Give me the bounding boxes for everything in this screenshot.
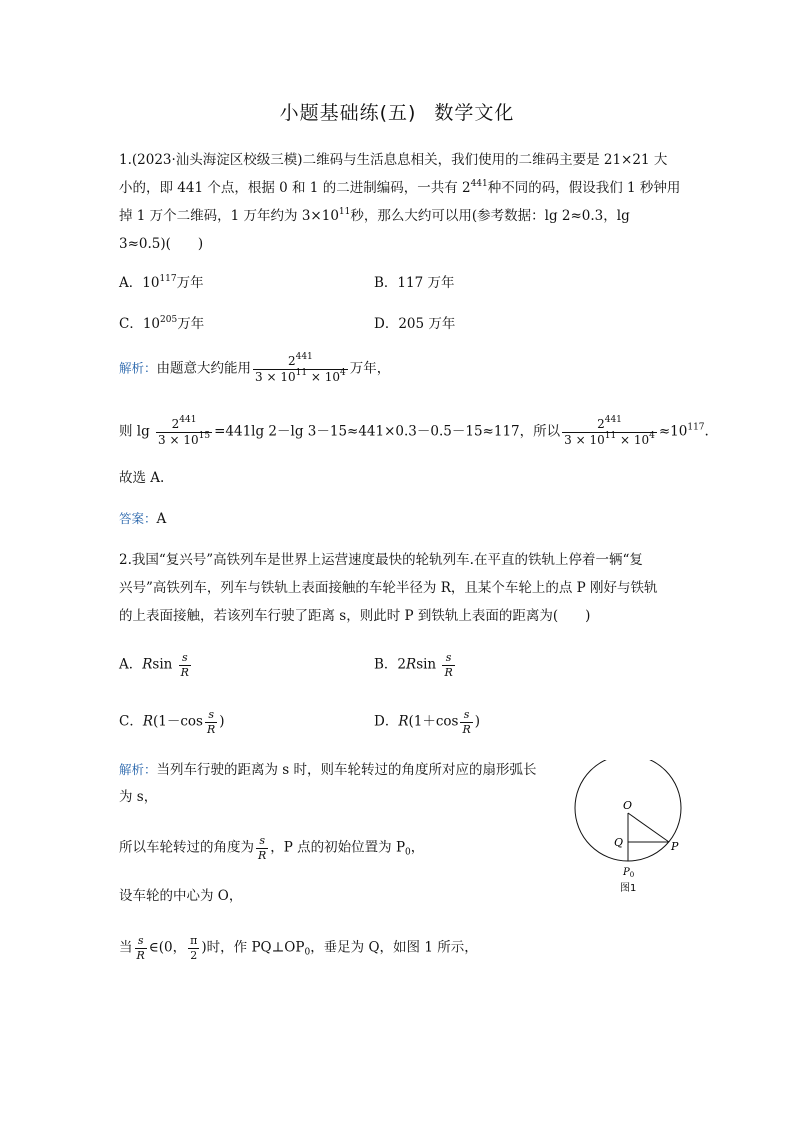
label-q: Q xyxy=(614,836,624,849)
label-p: P xyxy=(671,840,679,853)
q1-line1: 1.(2023·汕头海淀区校级三模)二维码与生活息息相关，我们使用的二维码主要是 21×21 大 xyxy=(119,152,668,168)
q2-solution-line1: 解析：当列车行驶的距离为 s 时，则车轮转过的角度所对应的扇形弧长 xyxy=(119,762,537,778)
solution-label: 解析： xyxy=(119,360,157,376)
q1-solution-line1: 解析：由题意大约能用 $\frac{2^{441}}{3 \times 10^{11} \times 10^4}$ 万年， xyxy=(119,352,391,384)
q2-line1: 2.我国“复兴号”高铁列车是世界上运营速度最快的轮轨列车.在平直的铁轨上停着一辆“复 xyxy=(119,552,643,568)
figure-caption: 图1 xyxy=(620,883,637,894)
q2-solution-line2: 所以车轮转过的角度为 $\frac{s}{R}$ ，P 点的初始位置为 $P_0$， xyxy=(119,834,425,862)
q2-line3: 的上表面接触，若该列车行驶了距离 s，则此时 P 到铁轨上表面的距离为( ) xyxy=(119,608,591,624)
q2-line2: 兴号”高铁列车，列车与铁轨上表面接触的车轮半径为 R，且某个车轮上的点 P 刚好与铁轨 xyxy=(119,580,658,596)
q1-option-c: C．$10^{205}$万年 xyxy=(119,315,205,332)
q1-option-d: D．205 万年 xyxy=(374,316,456,332)
fraction: $\frac{2^{441}}{3 \times 10^{11} \times 10^4}$ xyxy=(564,415,655,447)
q1-solution-line2: 则 lg $\frac{2^{441}}{3 \times 10^{15}}$ =441lg 2－lg 3－15≈441×0.3－0.5－15≈117，所以 $\frac{2^{441}}{3 \times 10^{11} \times 10^4}$ $\approx 10^{117}$. xyxy=(119,415,709,447)
title-sub: 数学文化 xyxy=(434,102,515,124)
answer-label: 答案： xyxy=(119,511,157,526)
q2-solution-line4: 当 $\frac{s}{R}$ ∈(0， $\frac{\pi}{2}$ )时，作 $PQ\perp OP_0$，垂足为 Q，如图 1 所示， xyxy=(119,934,478,962)
q1-solution-line3: 故选 A. xyxy=(119,470,165,486)
q2-option-c: C．R(1－cos $\frac{s}{R}$ ) xyxy=(119,708,225,736)
q2-option-b: B．2Rsin $\frac{s}{R}$ xyxy=(374,651,453,679)
fraction: $\frac{2^{441}}{3 \times 10^{11} \times 10^4}$ xyxy=(255,352,346,384)
q2-option-d: D．R(1＋cos $\frac{s}{R}$ ) xyxy=(374,708,481,736)
radius-op xyxy=(628,813,669,842)
label-p0: $P_0$ xyxy=(623,867,635,879)
q1-source: (2023·汕头海淀区校级三模) xyxy=(131,152,303,168)
q2-solution-line3: 设车轮的中心为 O， xyxy=(119,888,243,904)
q2-option-a: A．Rsin $\frac{s}{R}$ xyxy=(119,651,189,679)
figure-1-wheel xyxy=(573,760,693,900)
q1-option-b: B．117 万年 xyxy=(374,275,455,291)
q1-answer: 答案：A xyxy=(119,511,167,527)
page-title xyxy=(0,98,794,125)
fraction: $\frac{2^{441}}{3 \times 10^{15}}$ xyxy=(158,415,211,447)
wheel-diagram xyxy=(573,760,693,900)
q1-option-a: A．$10^{117}$万年 xyxy=(119,274,204,291)
q2-solution-line1b: 为 s， xyxy=(119,789,158,805)
q1-line4: 3≈0.5)( ) xyxy=(119,236,204,252)
solution-label: 解析： xyxy=(119,762,157,777)
label-o: O xyxy=(623,799,633,812)
q1-line2: 小的，即 441 个点，根据 0 和 1 的二进制编码，一共有 $2^{441}$种不同的码，假设我们 1 秒钟用 xyxy=(119,179,681,196)
title-main: 小题基础练(五) xyxy=(279,102,417,124)
q1-line3: 掉 1 万个二维码，1 万年约为 $3\times 10^{11}$秒，那么大约可以用(参考数据：lg 2≈0.3，lg xyxy=(119,207,630,224)
